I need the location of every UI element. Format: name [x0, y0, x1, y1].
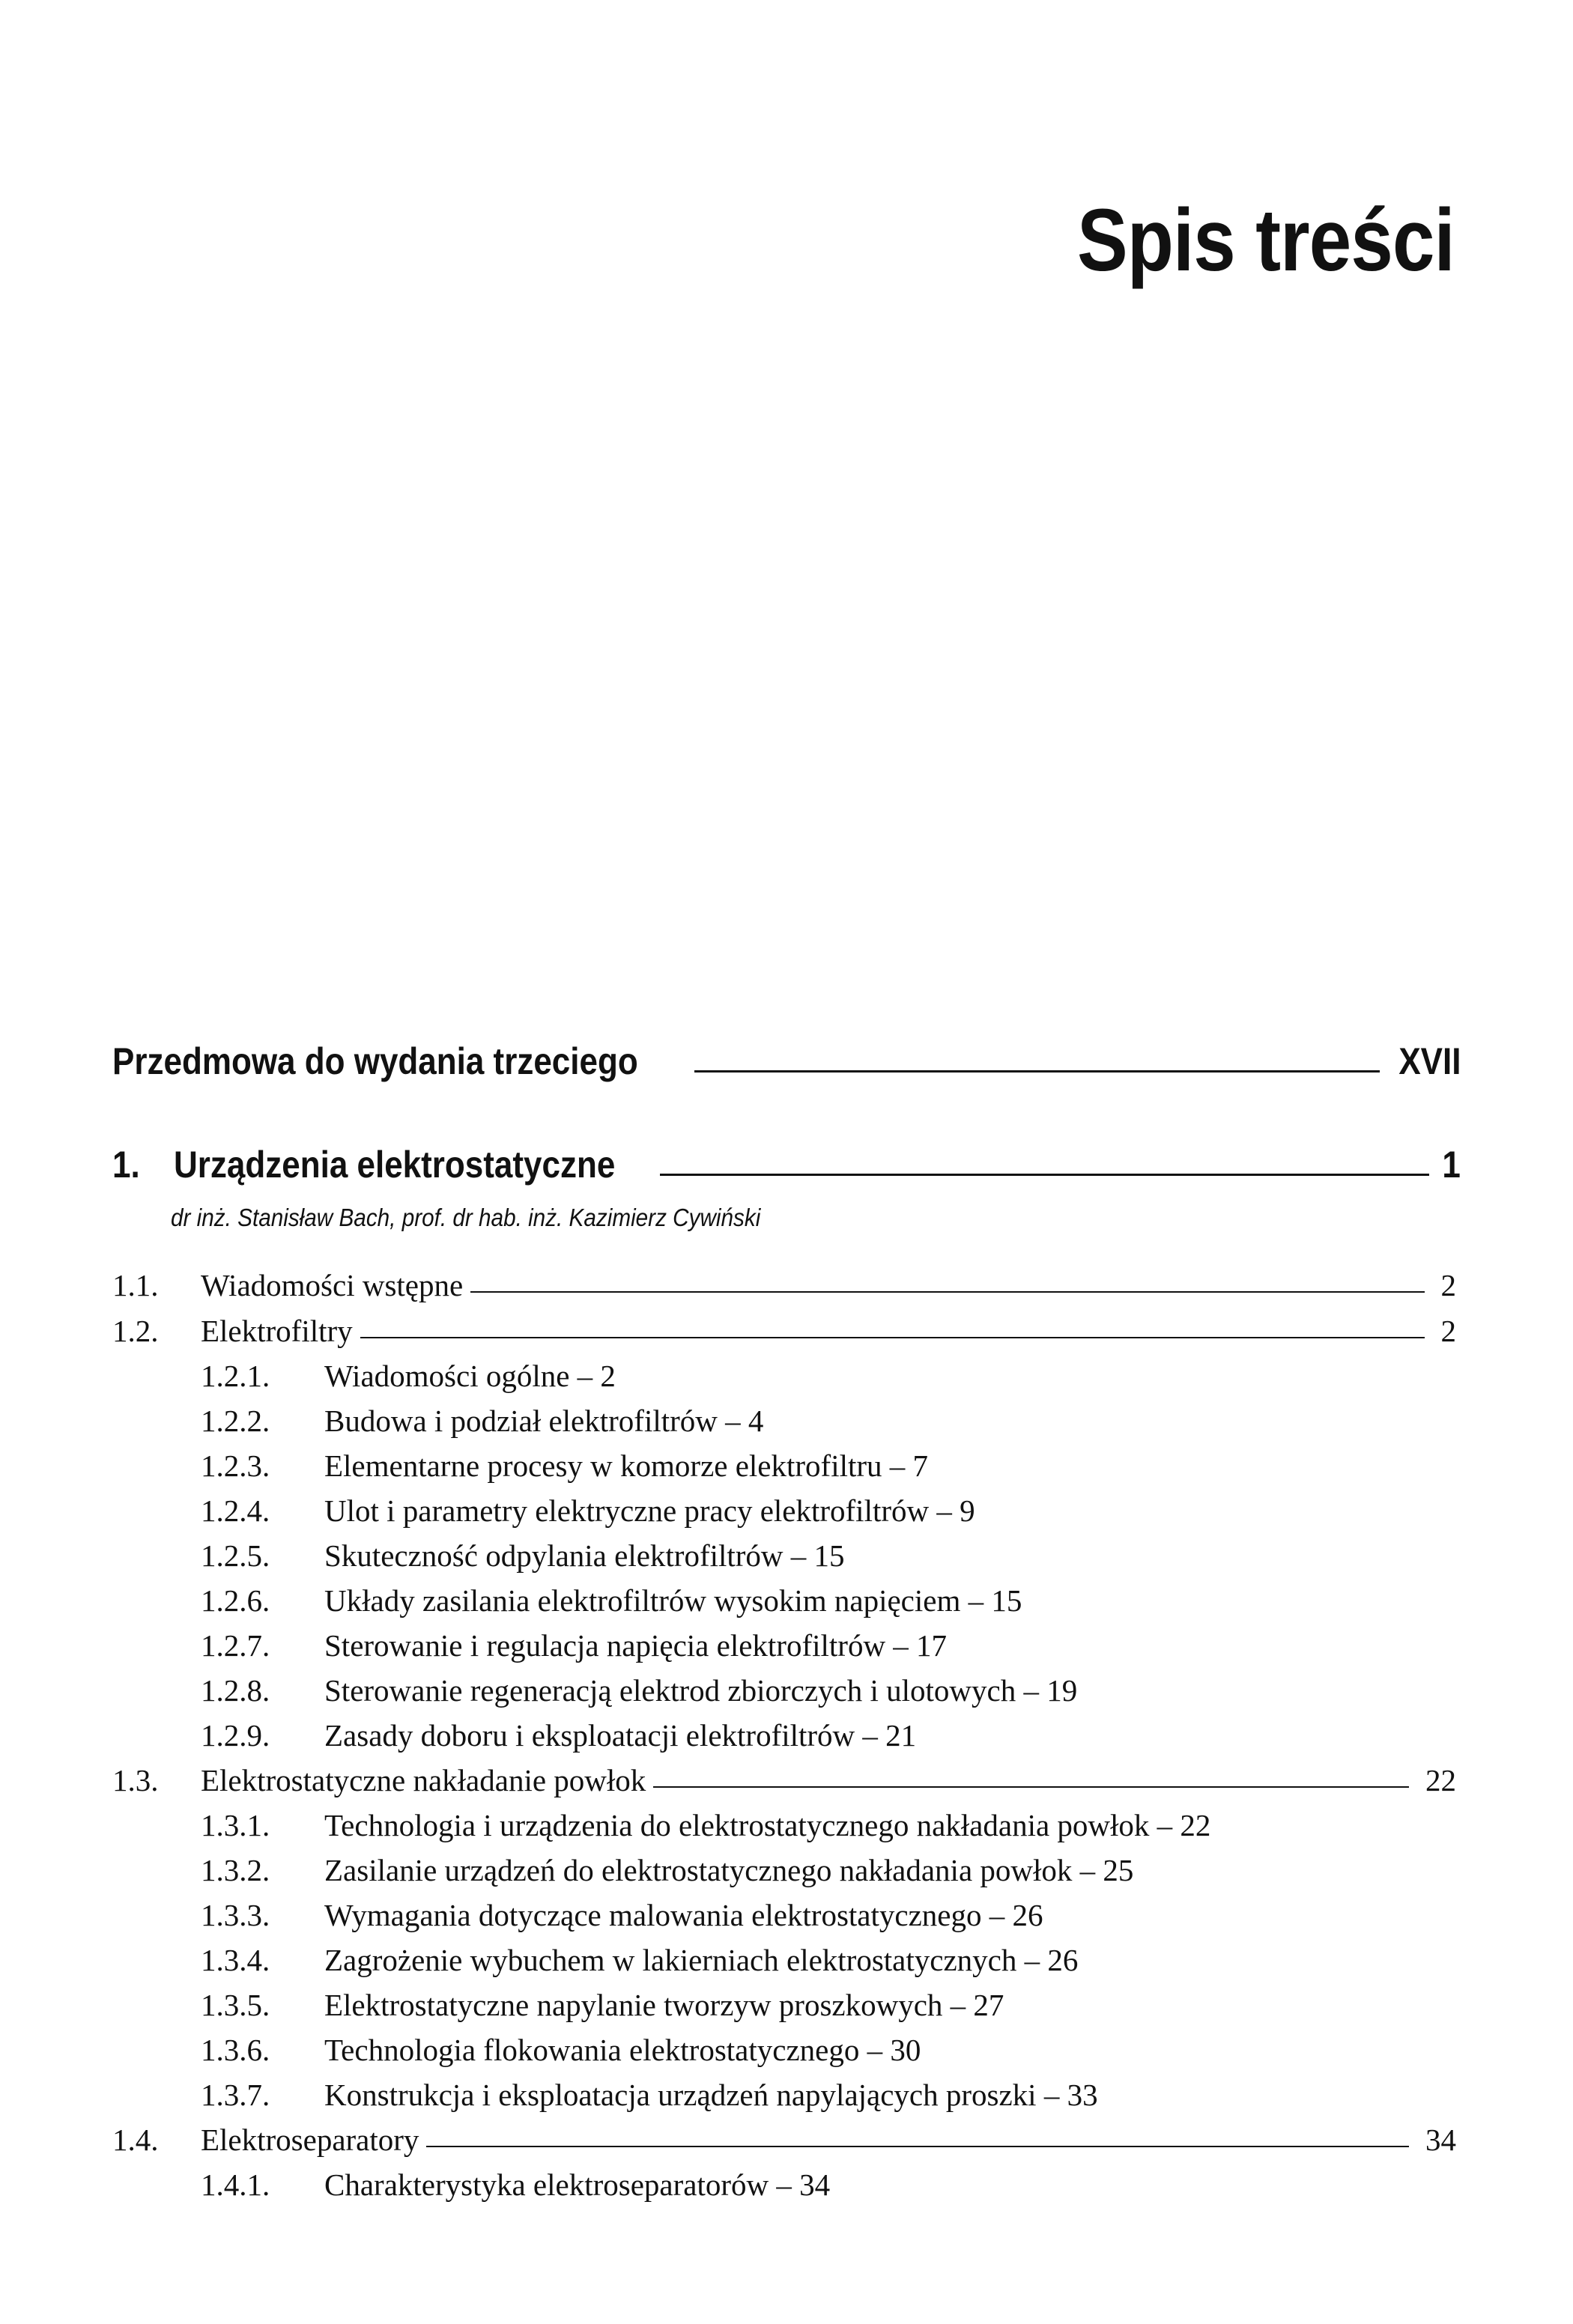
- leader-line: [426, 2146, 1409, 2147]
- entry-label: Zagrożenie wybuchem w lakierniach elektrostatycznych – 26: [324, 1943, 1079, 1977]
- entry-number: 1.3.3.: [201, 1898, 270, 1932]
- entry-number: 1.2.9.: [201, 1718, 270, 1753]
- entry-label: Konstrukcja i eksploatacja urządzeń napylających proszki – 33: [324, 2078, 1098, 2112]
- chapter-number: 1.: [112, 1144, 140, 1186]
- entry-number: 1.2.1.: [201, 1359, 270, 1393]
- entry-number: 1.2.3.: [201, 1448, 270, 1483]
- entry-page: 2: [1440, 1314, 1456, 1348]
- entry-page: 2: [1440, 1268, 1456, 1302]
- chapter-page: 1: [1442, 1144, 1461, 1186]
- entry-number: 1.4.: [112, 2123, 159, 2157]
- entry-number: 1.1.: [112, 1268, 159, 1302]
- entry-number: 1.3.7.: [201, 2078, 270, 2112]
- entry-label: Elektroseparatory: [201, 2123, 419, 2157]
- entry-page: 34: [1425, 2123, 1456, 2157]
- entry-number: 1.3.2.: [201, 1853, 270, 1887]
- entry-label: Elektrofiltry: [201, 1314, 353, 1348]
- page-title: Spis treści: [1077, 191, 1455, 290]
- entry-label: Sterowanie i regulacja napięcia elektrofiltrów – 17: [324, 1628, 948, 1663]
- entry-number: 1.3.4.: [201, 1943, 270, 1977]
- entry-number: 1.2.8.: [201, 1673, 270, 1708]
- entry-number: 1.3.6.: [201, 2033, 270, 2067]
- entry-label: Budowa i podział elektrofiltrów – 4: [324, 1404, 764, 1438]
- entry-number: 1.2.7.: [201, 1628, 270, 1663]
- entry-number: 1.2.2.: [201, 1404, 270, 1438]
- entry-label: Układy zasilania elektrofiltrów wysokim napięciem – 15: [324, 1583, 1022, 1618]
- entry-number: 1.2.5.: [201, 1538, 270, 1573]
- entry-label: Elektrostatyczne nakładanie powłok: [201, 1763, 646, 1797]
- entry-label: Sterowanie regeneracją elektrod zbiorczych i ulotowych – 19: [324, 1673, 1078, 1708]
- entry-label: Skuteczność odpylania elektrofiltrów – 15: [324, 1538, 845, 1573]
- entry-number: 1.2.6.: [201, 1583, 270, 1618]
- entry-page: 22: [1425, 1763, 1456, 1797]
- entry-label: Ulot i parametry elektryczne pracy elektrofiltrów – 9: [324, 1493, 975, 1528]
- entry-label: Elementarne procesy w komorze elektrofiltru – 7: [324, 1448, 929, 1483]
- entry-number: 1.3.: [112, 1763, 159, 1797]
- entry-label: Technologia flokowania elektrostatycznego – 30: [324, 2033, 921, 2067]
- preface-entry: [112, 1040, 1461, 1082]
- preface-label: Przedmowa do wydania trzeciego: [112, 1040, 638, 1082]
- entry-number: 1.4.1.: [201, 2167, 270, 2202]
- chapter-authors: dr inż. Stanisław Bach, prof. dr hab. inż. Kazimierz Cywiński: [171, 1204, 761, 1231]
- preface-page: XVII: [1398, 1040, 1461, 1082]
- leader-line: [694, 1070, 1379, 1073]
- entry-number: 1.2.: [112, 1314, 159, 1348]
- chapter-label: Urządzenia elektrostatyczne: [173, 1144, 616, 1186]
- entry-label: Elektrostatyczne napylanie tworzyw proszkowych – 27: [324, 1988, 1004, 2022]
- leader-line: [653, 1786, 1409, 1788]
- entry-label: Technologia i urządzenia do elektrostatycznego nakładania powłok – 22: [324, 1808, 1211, 1842]
- leader-line: [360, 1337, 1425, 1338]
- entry-label: Wymagania dotyczące malowania elektrostatycznego – 26: [324, 1898, 1043, 1932]
- entry-number: 1.2.4.: [201, 1493, 270, 1528]
- entry-number: 1.3.1.: [201, 1808, 270, 1842]
- entry-number: 1.3.5.: [201, 1988, 270, 2022]
- entry-label: Zasady doboru i eksploatacji elektrofiltrów – 21: [324, 1718, 917, 1753]
- entry-label: Wiadomości wstępne: [201, 1268, 464, 1302]
- leader-line: [660, 1174, 1429, 1176]
- entry-label: Charakterystyka elektroseparatorów – 34: [324, 2167, 831, 2202]
- entry-label: Zasilanie urządzeń do elektrostatycznego nakładania powłok – 25: [324, 1853, 1134, 1887]
- entry-label: Wiadomości ogólne – 2: [324, 1359, 616, 1393]
- chapter-entry: [112, 1144, 1461, 1186]
- leader-line: [470, 1291, 1424, 1293]
